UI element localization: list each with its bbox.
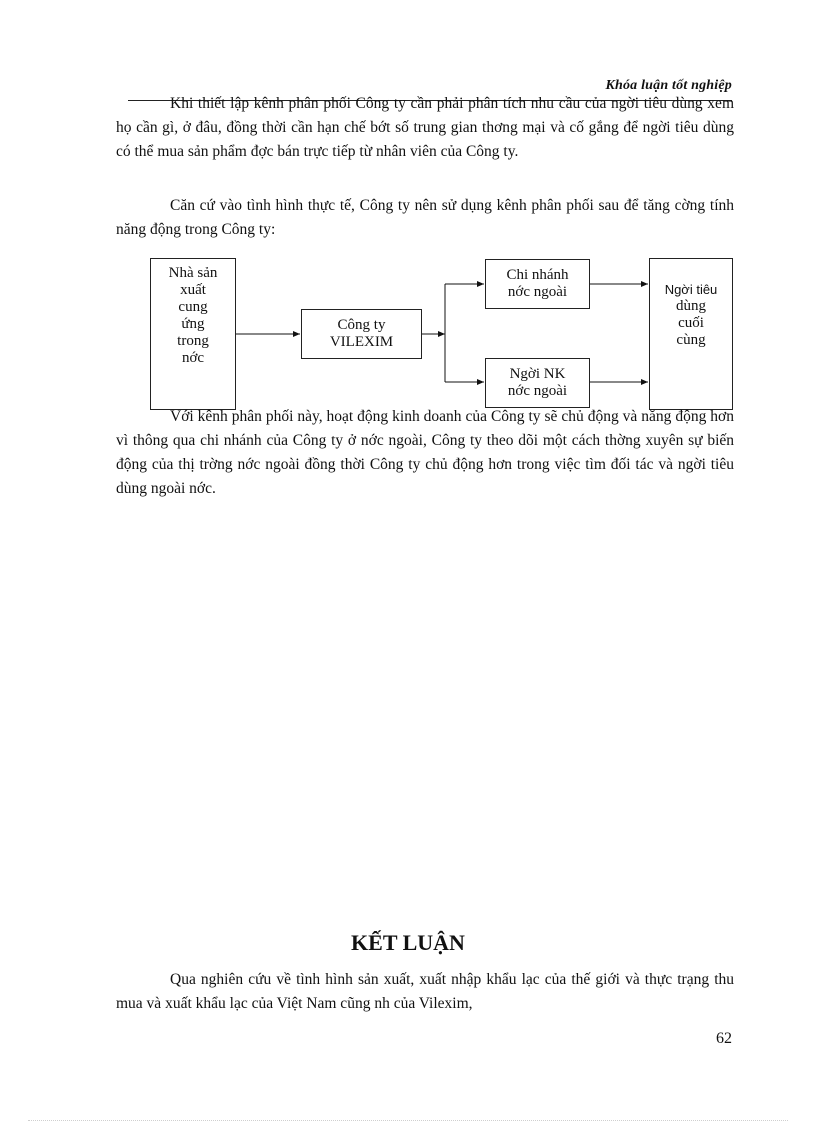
page-bottom-border [28, 1120, 788, 1121]
producer-line: cung [178, 299, 208, 315]
paragraph-channel-benefits: Với kênh phân phối này, hoạt động kinh doanh của Công ty sẽ chủ động và năng động hơn vì thông qua chi nhánh của Công ty ở nớc ngoài, Công ty theo dõi một cách thờng xuyên sự biến động của thị trờng nớc ngoài đồng thời Công ty chủ động hơn trong việc tìm đối tác và ngời tiêu dùng ngoài nớc. [116, 408, 734, 497]
box-producer [150, 258, 236, 410]
producer-line: nớc [181, 350, 205, 366]
importer-line: Ngời NK [509, 366, 566, 382]
branch-line: nớc ngoài [507, 284, 568, 300]
paragraph-channel-choice: Căn cứ vào tình hình thực tế, Công ty nên sử dụng kênh phân phối sau để tăng cờng tính năng động trong Công ty: [116, 197, 734, 238]
company-line: Công ty [337, 317, 386, 333]
box-company [301, 309, 422, 359]
running-header: Khóa luận tốt nghiệp [605, 78, 732, 93]
importer-line: nớc ngoài [507, 383, 568, 399]
box-branch [485, 259, 590, 309]
branch-line: Chi nhánh [506, 267, 569, 283]
producer-line: ứng [181, 316, 205, 332]
section-title: KẾT LUẬN [351, 930, 465, 955]
consumer-line: Ngời tiêu [664, 282, 718, 297]
consumer-line: cuối [678, 315, 704, 331]
paragraph-conclusion: Qua nghiên cứu về tình hình sản xuất, xuất nhập khẩu lạc của thế giới và thực trạng thu mua và xuất khẩu lạc của Việt Nam cũng nh của Vilexim, [116, 971, 734, 1012]
company-line: VILEXIM [329, 334, 394, 350]
box-importer [485, 358, 590, 408]
consumer-line: cùng [676, 332, 706, 348]
producer-line: xuất [180, 282, 206, 298]
producer-line: trong [177, 333, 209, 349]
box-consumer [649, 258, 733, 410]
producer-line: Nhà sản [168, 265, 218, 281]
paragraph-channel-design: Khi thiết lập kênh phân phối Công ty cần phải phân tích nhu cầu của ngời tiêu dùng xem họ cần gì, ở đâu, đồng thời cần hạn chế bớt số trung gian thơng mại và cố gắng để ngời tiêu dùng có thể mua sản phẩm đợc bán trực tiếp từ nhân viên của Công ty. [116, 95, 734, 160]
consumer-line: dùng [675, 298, 706, 314]
page-number: 62 [716, 1030, 732, 1047]
